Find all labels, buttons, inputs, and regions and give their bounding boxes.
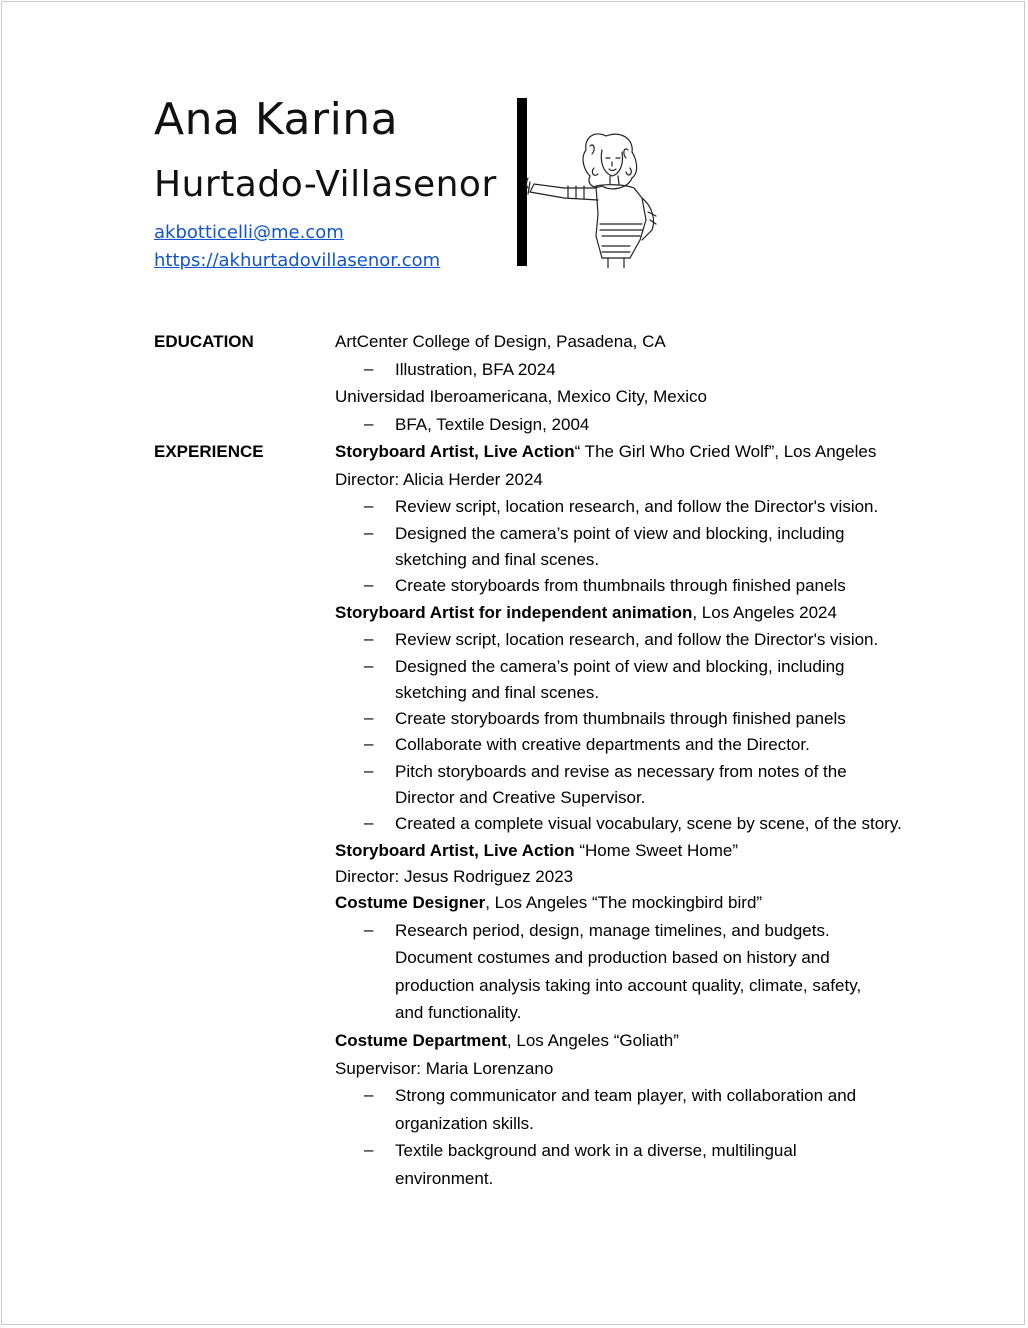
dash-icon: – xyxy=(364,813,374,832)
job-2-bullet: Collaborate with creative departments and the Director. xyxy=(395,735,810,754)
dash-icon: – xyxy=(364,656,374,675)
job-2-bullet-cont: Director and Creative Supervisor. xyxy=(395,788,646,807)
dash-icon: – xyxy=(364,734,374,753)
email-link[interactable]: akbotticelli@me.com xyxy=(154,222,344,243)
job-5-bullet-cont: organization skills. xyxy=(395,1114,534,1133)
first-name: Ana Karina xyxy=(154,94,399,145)
dash-icon: – xyxy=(364,761,374,780)
job-1-director: Director: Alicia Herder 2024 xyxy=(335,470,543,489)
job-5-bullet: Strong communicator and team player, with collaboration and xyxy=(395,1086,857,1105)
job-2-bullet: Review script, location research, and follow the Director's vision. xyxy=(395,630,879,649)
school-1: ArtCenter College of Design, Pasadena, CA xyxy=(335,332,666,351)
job-4-heading xyxy=(335,893,762,913)
job-1-heading xyxy=(335,442,876,462)
job-4-title: Costume Designer xyxy=(335,893,486,912)
dash-icon: – xyxy=(364,920,374,939)
dash-icon: – xyxy=(364,629,374,648)
woman-leaning-illustration xyxy=(524,128,684,268)
job-3-title: Storyboard Artist, Live Action xyxy=(335,841,575,860)
resume-page xyxy=(1,1,1025,1325)
job-1-bullet: Designed the camera’s point of view and blocking, including xyxy=(395,524,845,543)
job-5-title: Costume Department xyxy=(335,1031,507,1050)
school-1-detail: Illustration, BFA 2024 xyxy=(395,360,556,379)
last-name: Hurtado-Villasenor xyxy=(154,164,497,205)
job-4-bullet-cont: and functionality. xyxy=(395,1003,522,1022)
job-4-rest: , Los Angeles “The mockingbird bird” xyxy=(485,893,763,912)
dash-icon: – xyxy=(364,359,374,378)
education-label: EDUCATION xyxy=(154,332,254,351)
dash-icon: – xyxy=(364,1140,374,1159)
job-1-title: Storyboard Artist, Live Action xyxy=(335,442,575,461)
job-4-bullet-cont: production analysis taking into account quality, climate, safety, xyxy=(395,976,862,995)
job-1-bullet-cont: sketching and final scenes. xyxy=(395,550,600,569)
website-link[interactable]: https://akhurtadovillasenor.com xyxy=(154,250,441,271)
dash-icon: – xyxy=(364,1085,374,1104)
dash-icon: – xyxy=(364,708,374,727)
job-5-bullet-cont: environment. xyxy=(395,1169,494,1188)
dash-icon: – xyxy=(364,523,374,542)
job-3-heading xyxy=(335,841,738,861)
job-3-director: Director: Jesus Rodriguez 2023 xyxy=(335,867,574,886)
job-2-heading xyxy=(335,603,837,623)
dash-icon: – xyxy=(364,575,374,594)
job-2-bullet: Designed the camera’s point of view and blocking, including xyxy=(395,657,845,676)
job-4-bullet: Research period, design, manage timelines, and budgets. xyxy=(395,921,830,940)
job-2-rest: , Los Angeles 2024 xyxy=(692,603,837,622)
job-1-rest: “ The Girl Who Cried Wolf”, Los Angeles xyxy=(574,442,877,461)
dash-icon: – xyxy=(364,496,374,515)
job-2-bullet: Pitch storyboards and revise as necessary from notes of the xyxy=(395,762,847,781)
job-2-bullet-cont: sketching and final scenes. xyxy=(395,683,600,702)
school-2: Universidad Iberoamericana, Mexico City, Mexico xyxy=(335,387,707,406)
job-4-bullet-cont: Document costumes and production based on history and xyxy=(395,948,830,967)
job-5-heading xyxy=(335,1031,679,1051)
job-2-title: Storyboard Artist for independent animation xyxy=(335,603,693,622)
job-5-rest: , Los Angeles “Goliath” xyxy=(506,1031,679,1050)
job-2-bullet: Create storyboards from thumbnails through finished panels xyxy=(395,709,846,728)
school-2-detail: BFA, Textile Design, 2004 xyxy=(395,415,590,434)
job-1-bullet: Create storyboards from thumbnails through finished panels xyxy=(395,576,846,595)
job-3-rest: “Home Sweet Home” xyxy=(574,841,739,860)
job-1-bullet: Review script, location research, and follow the Director's vision. xyxy=(395,497,879,516)
job-2-bullet: Created a complete visual vocabulary, scene by scene, of the story. xyxy=(395,814,902,833)
job-5-bullet: Textile background and work in a diverse, multilingual xyxy=(395,1141,797,1160)
job-5-supervisor: Supervisor: Maria Lorenzano xyxy=(335,1059,554,1078)
dash-icon: – xyxy=(364,414,374,433)
experience-label: EXPERIENCE xyxy=(154,442,264,461)
